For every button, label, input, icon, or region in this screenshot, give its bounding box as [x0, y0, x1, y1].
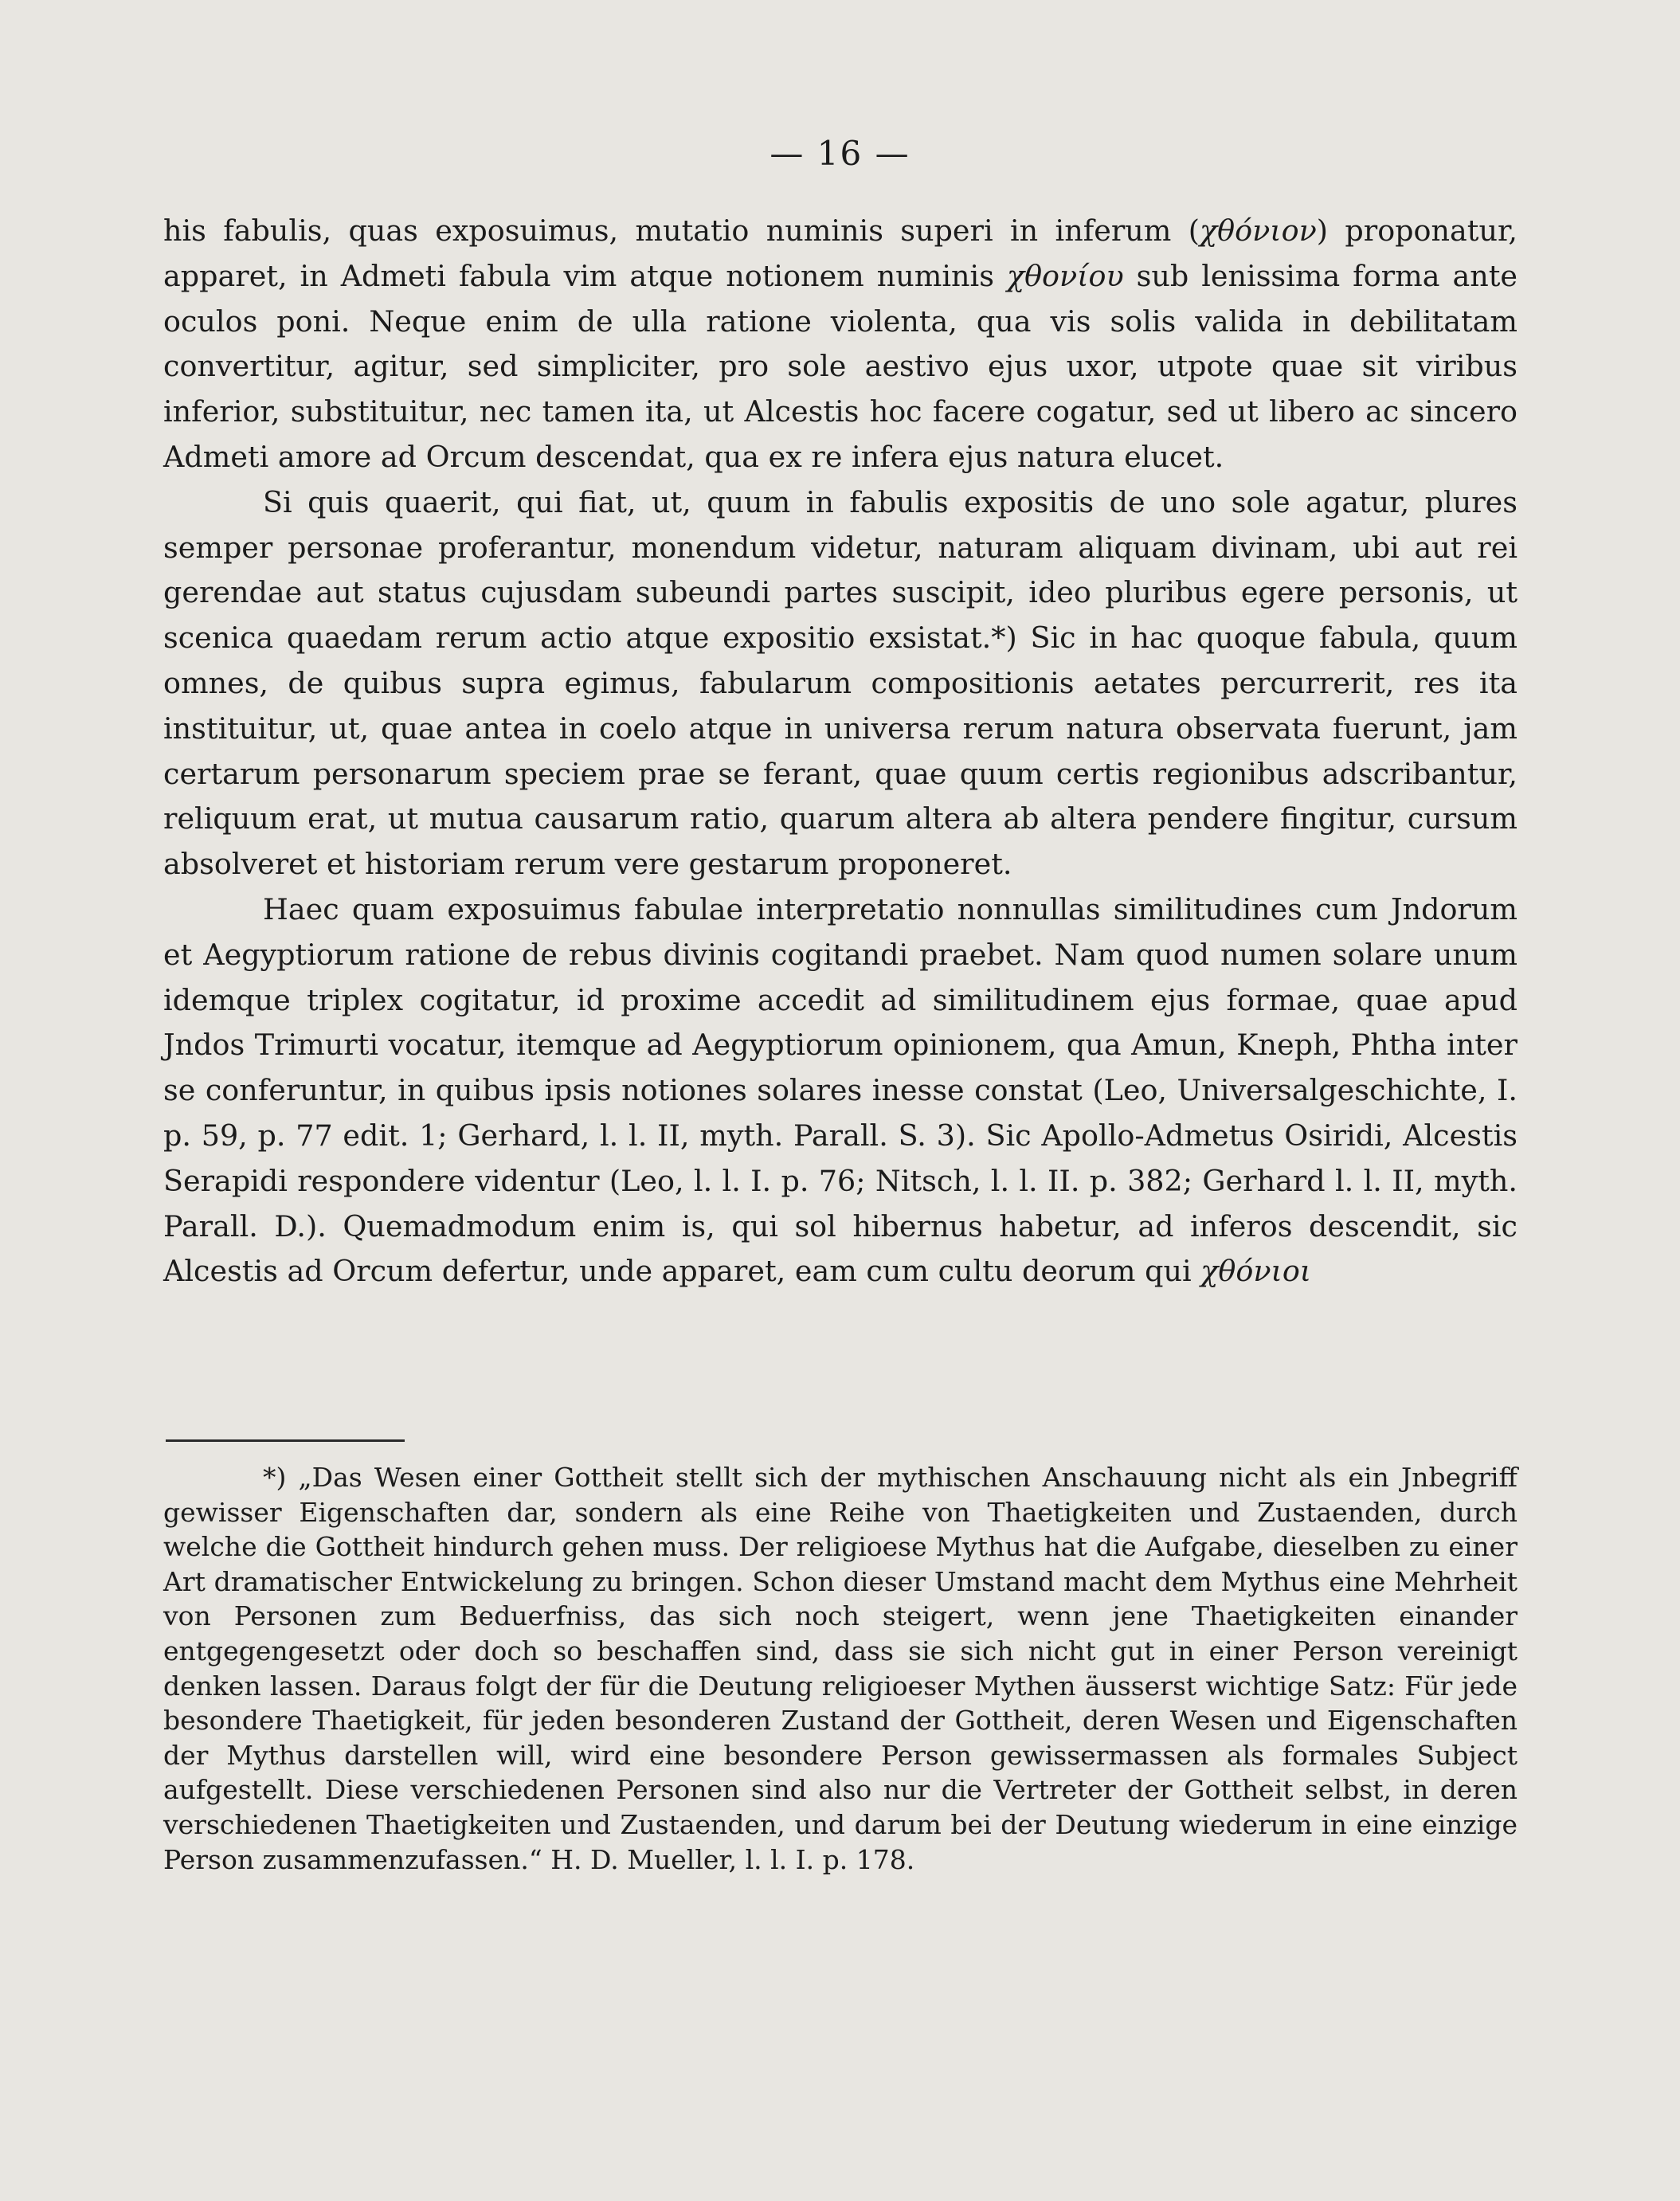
- paragraph-2: Si quis quaerit, qui fiat, ut, quum in fabulis expositis de uno sole agatur, plures semper personae proferantur, monendum videtur, naturam aliquam divinam, ubi aut rei gerendae aut status cujusdam subeundi partes suscipit, ideo pluribus egere personis, ut scenica quaedam rerum actio atque expositio exsistat.*) Sic in hac quoque fabula, quum omnes, de quibus supra egimus, fabularum compositionis aetates percurrerit, res ita instituitur, ut, quae antea in coelo atque in universa rerum natura observata fuerunt, jam certarum personarum speciem prae se ferant, quae quum certis regionibus adscribantur, reliquum erat, ut mutua causarum ratio, quarum altera ab altera pendere fingitur, cursum absolveret et historiam rerum vere gestarum proponeret.: [163, 484, 1517, 882]
- greek-term-chthoniou: χθονίου: [1006, 258, 1124, 293]
- greek-term-chthonioi: χθόνιοι: [1200, 1254, 1312, 1289]
- page-number: — 16 —: [770, 134, 910, 173]
- paragraph-1-part-2: ) proponatur, apparet, in Admeti fabula vim atque notionem numinis: [163, 213, 1517, 293]
- paragraph-3: [163, 887, 1517, 1294]
- footnote: *) „Das Wesen einer Gottheit stellt sich der mythischen Anschauung nicht als ein Jnbegriff gewisser Eigenschaften dar, sondern als eine Reihe von Thaetigkeiten und Zustaenden, durch welche die Gottheit hindurch gehen muss. Der religioese Mythus hat die Aufgabe, dieselben zu einer Art dramatischer Entwickelung zu bringen. Schon dieser Umstand macht dem Mythus eine Mehrheit von Personen zum Beduerfniss, das sich noch steigert, wenn jene Thaetigkeiten einander entgegengesetzt oder doch so beschaffen sind, dass sie sich nicht gut in einer Person vereinigt denken lassen. Daraus folgt der für die Deutung religioeser Mythen äusserst wichtige Satz: Für jede besondere Thaetigkeit, für jeden besonderen Zustand der Gottheit, deren Wesen und Eigenschaften der Mythus darstellen will, wird eine besondere Person gewissermassen als formales Subject aufgestellt. Diese verschiedenen Personen sind also nur die Vertreter der Gottheit selbst, in deren verschiedenen Thaetigkeiten und Zustaenden, und darum bei der Deutung wiederum in eine einzige Person zusammenzufassen.“ H. D. Mueller, l. l. I. p. 178.: [163, 1462, 1517, 1875]
- main-text: [163, 209, 1517, 1294]
- greek-term-chthonion: χθόνιον: [1200, 213, 1317, 248]
- paragraph-1-part-3: sub lenissima forma ante oculos poni. Neque enim de ulla ratione violenta, qua vis solis valida in debilitatam convertitur, agitur, sed simpliciter, pro sole aestivo ejus uxor, utpote quae sit viribus inferior, substituitur, nec tamen ita, ut Alcestis hoc facere cogatur, sed ut libero ac sincero Admeti amore ad Orcum descendat, qua ex re infera ejus natura elucet.: [163, 258, 1517, 474]
- paragraph-3-part-1: Haec quam exposuimus fabulae interpretatio nonnullas similitudines cum Jndorum et Aegyptiorum ratione de rebus divinis cogitandi praebet. Nam quod numen solare unum idemque triplex cogitatur, id proxime accedit ad similitudinem ejus formae, quae apud Jndos Trimurti vocatur, itemque ad Aegyptiorum opinionem, qua Amun, Kneph, Phtha inter se conferuntur, in quibus ipsis notiones solares inesse constat (Leo, Universalgeschichte, I. p. 59, p. 77 edit. 1; Gerhard, l. l. II, myth. Parall. S. 3). Sic Apollo-Admetus Osiridi, Alcestis Serapidi respondere videntur (Leo, l. l. I. p. 76; Nitsch, l. l. II. p. 382; Gerhard l. l. II, myth. Parall. D.). Quemadmodum enim is, qui sol hibernus habetur, ad inferos descendit, sic Alcestis ad Orcum defertur, unde apparet, eam cum cultu deorum qui: [163, 891, 1517, 1289]
- footnote-divider: [166, 1439, 405, 1442]
- paragraph-1: [163, 209, 1517, 480]
- paragraph-1-part-1: his fabulis, quas exposuimus, mutatio numinis superi in inferum (: [163, 213, 1200, 248]
